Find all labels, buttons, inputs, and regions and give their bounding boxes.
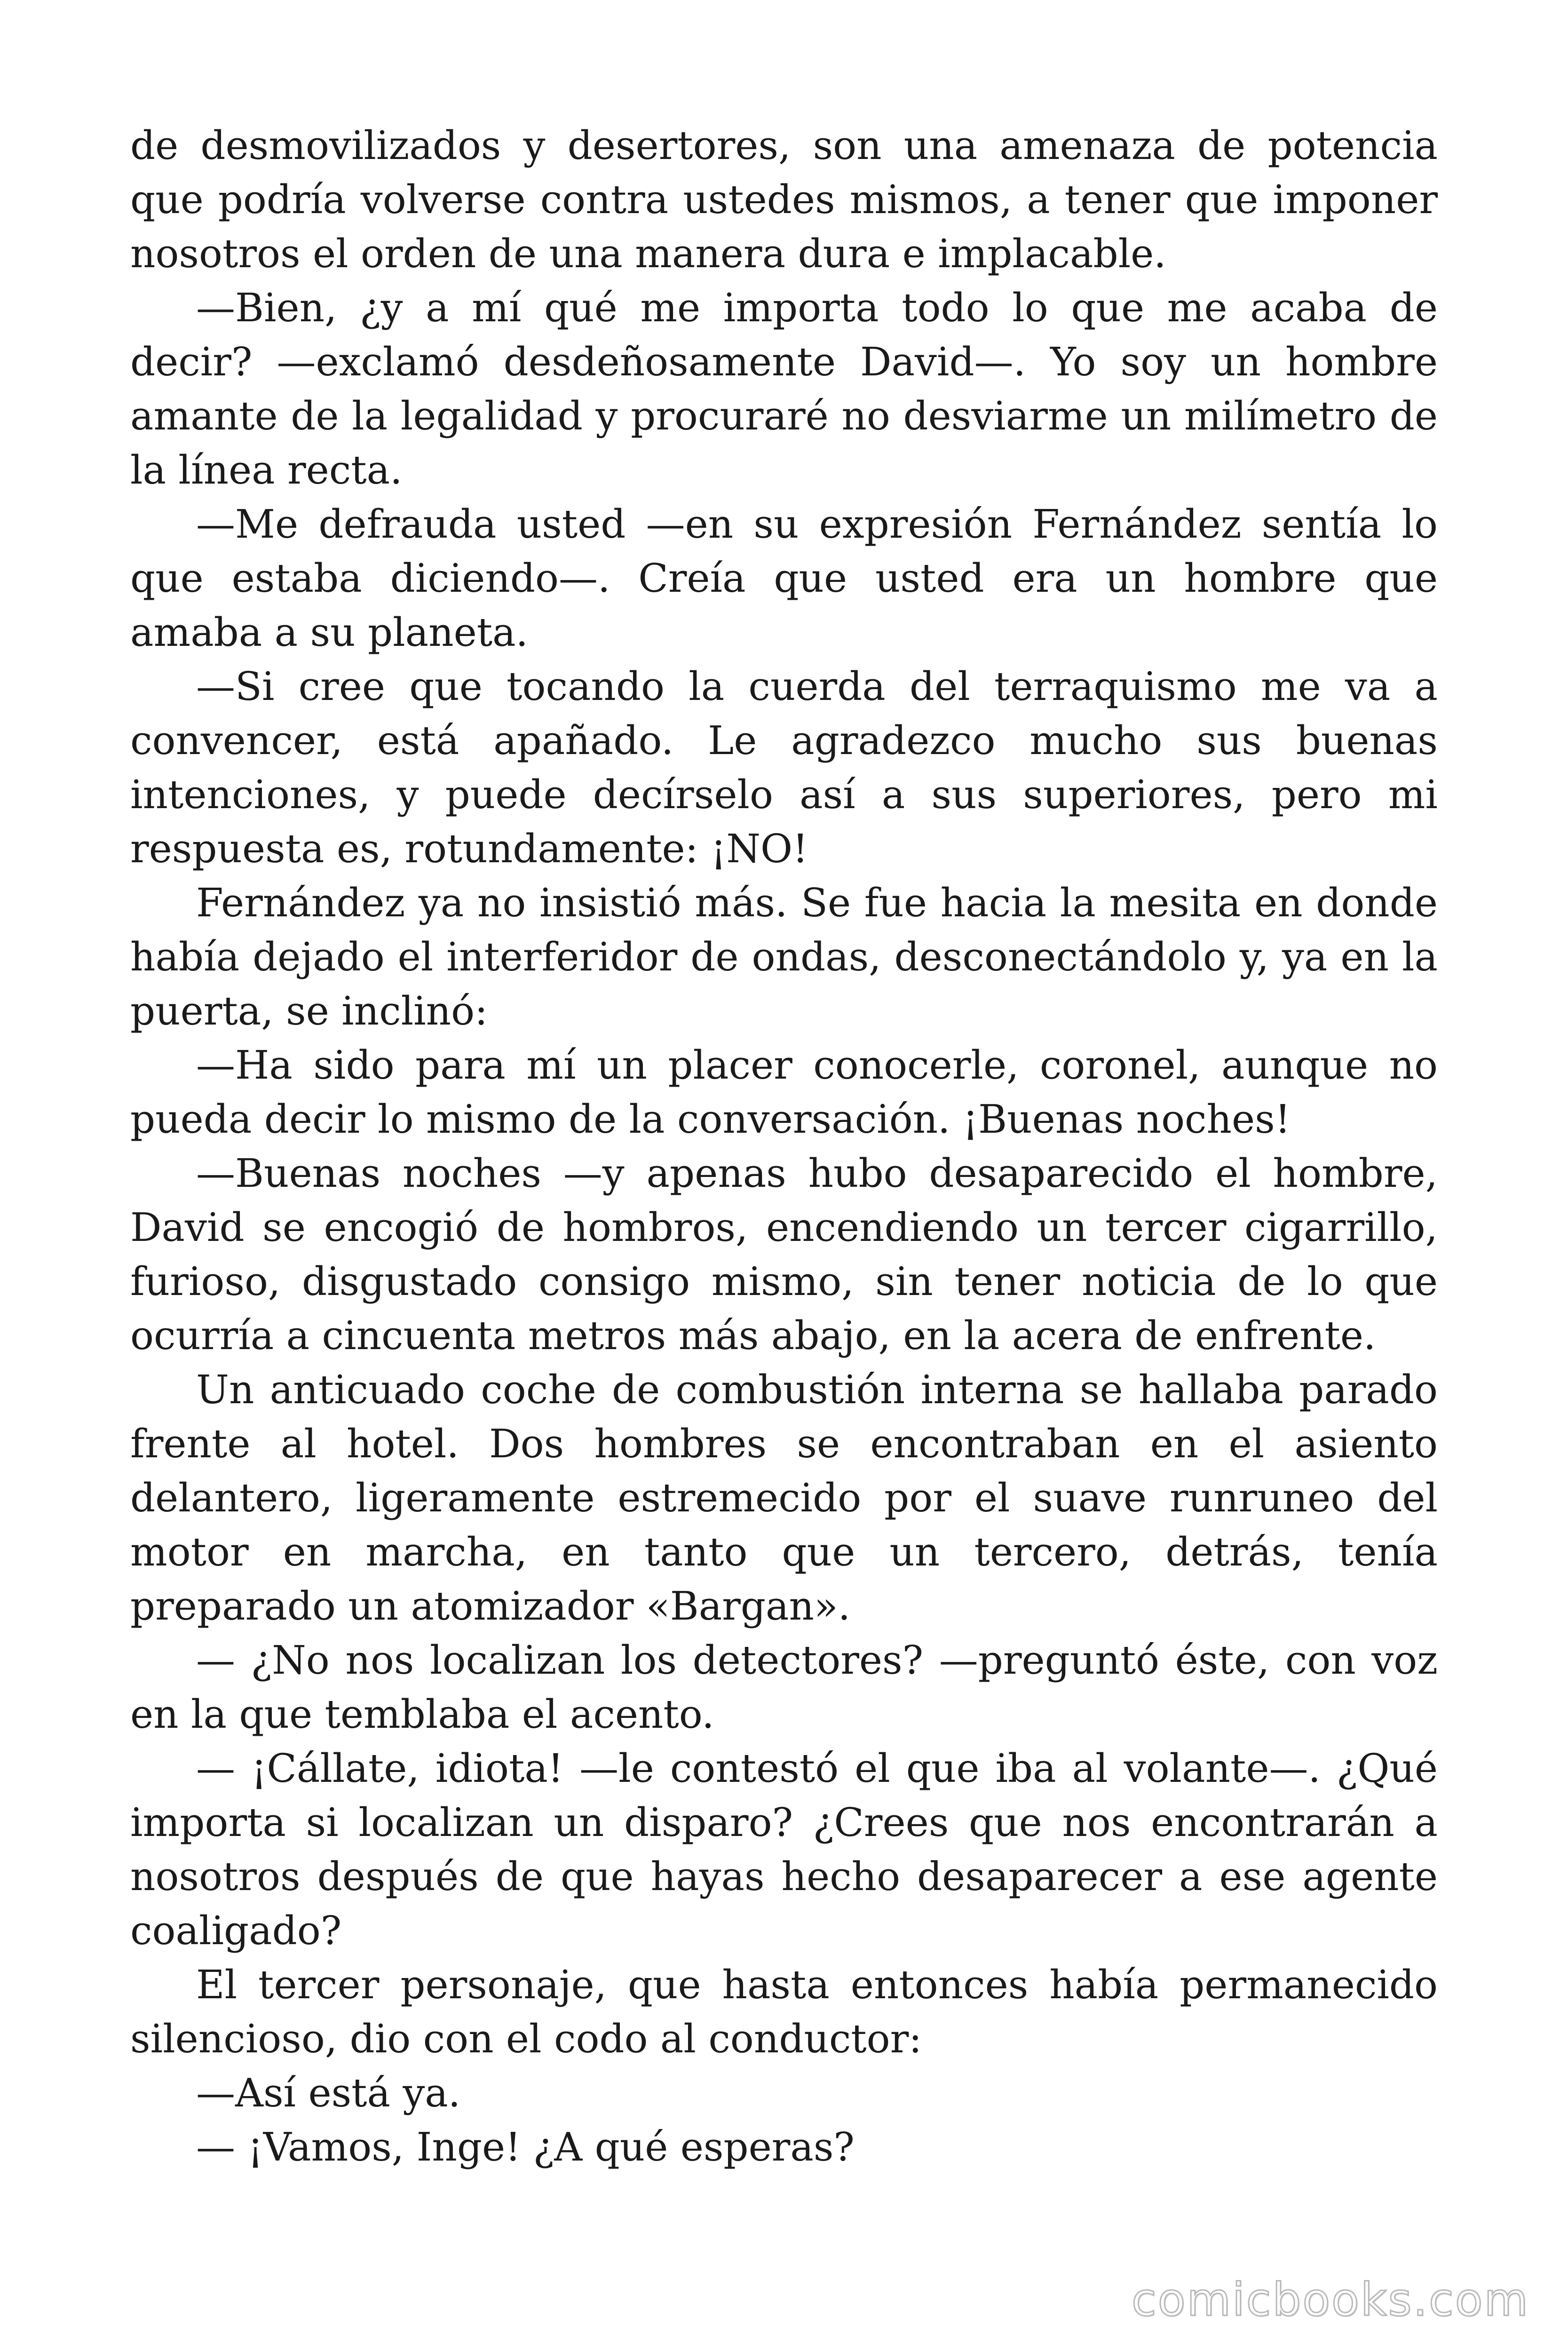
- paragraph-continued: de desmovilizados y desertores, son una amenaza de potencia que podría volverse contra ustedes mismos, a tener que imponer nosotros el orden de una manera dura e implacable.: [130, 123, 1438, 277]
- body-text: [130, 119, 1438, 2174]
- paragraph: —Me defrauda usted —en su expresión Fernández sentía lo que estaba diciendo—. Creía que usted era un hombre que amaba a su planeta.: [130, 501, 1438, 655]
- paragraph: —Así está ya.: [196, 2070, 461, 2116]
- paragraph: El tercer personaje, que hasta entonces había permanecido silencioso, dio con el codo al conductor:: [130, 1962, 1438, 2062]
- paragraph: Fernández ya no insistió más. Se fue hacia la mesita en donde había dejado el interferidor de ondas, desconectándolo y, ya en la puerta, se inclinó:: [130, 880, 1438, 1034]
- paragraph: — ¿No nos localizan los detectores? —preguntó éste, con voz en la que temblaba el acento.: [130, 1637, 1438, 1737]
- paragraph: —Ha sido para mí un placer conocerle, coronel, aunque no pueda decir lo mismo de la conversación. ¡Buenas noches!: [130, 1042, 1438, 1142]
- paragraph: — ¡Vamos, Inge! ¿A qué esperas?: [196, 2124, 855, 2170]
- paragraph: — ¡Cállate, idiota! —le contestó el que iba al volante—. ¿Qué importa si localizan un disparo? ¿Crees que nos encontrarán a nosotros después de que hayas hecho desaparecer a ese agente coaligado?: [130, 1746, 1438, 1954]
- paragraph: —Buenas noches —y apenas hubo desaparecido el hombre, David se encogió de hombros, encendiendo un tercer cigarrillo, furioso, disgustado consigo mismo, sin tener noticia de lo que ocurría a cincuenta metros más abajo, en la acera de enfrente.: [130, 1151, 1438, 1359]
- paragraph: —Si cree que tocando la cuerda del terraquismo me va a convencer, está apañado. Le agradezco mucho sus buenas intenciones, y puede decírselo así a sus superiores, pero mi respuesta es, rotundamente: ¡NO!: [130, 664, 1438, 872]
- watermark: comicbooks.com: [1131, 2273, 1529, 2326]
- paragraph: Un anticuado coche de combustión interna se hallaba parado frente al hotel. Dos hombres se encontraban en el asiento delantero, ligeramente estremecido por el suave runruneo del motor en marcha, en tanto que un tercero, detrás, tenía preparado un atomizador «Bargan».: [130, 1367, 1438, 1629]
- paragraph: —Bien, ¿y a mí qué me importa todo lo que me acaba de decir? —exclamó desdeñosamente David—. Yo soy un hombre amante de la legalidad y procuraré no desviarme un milímetro de la línea recta.: [130, 285, 1438, 493]
